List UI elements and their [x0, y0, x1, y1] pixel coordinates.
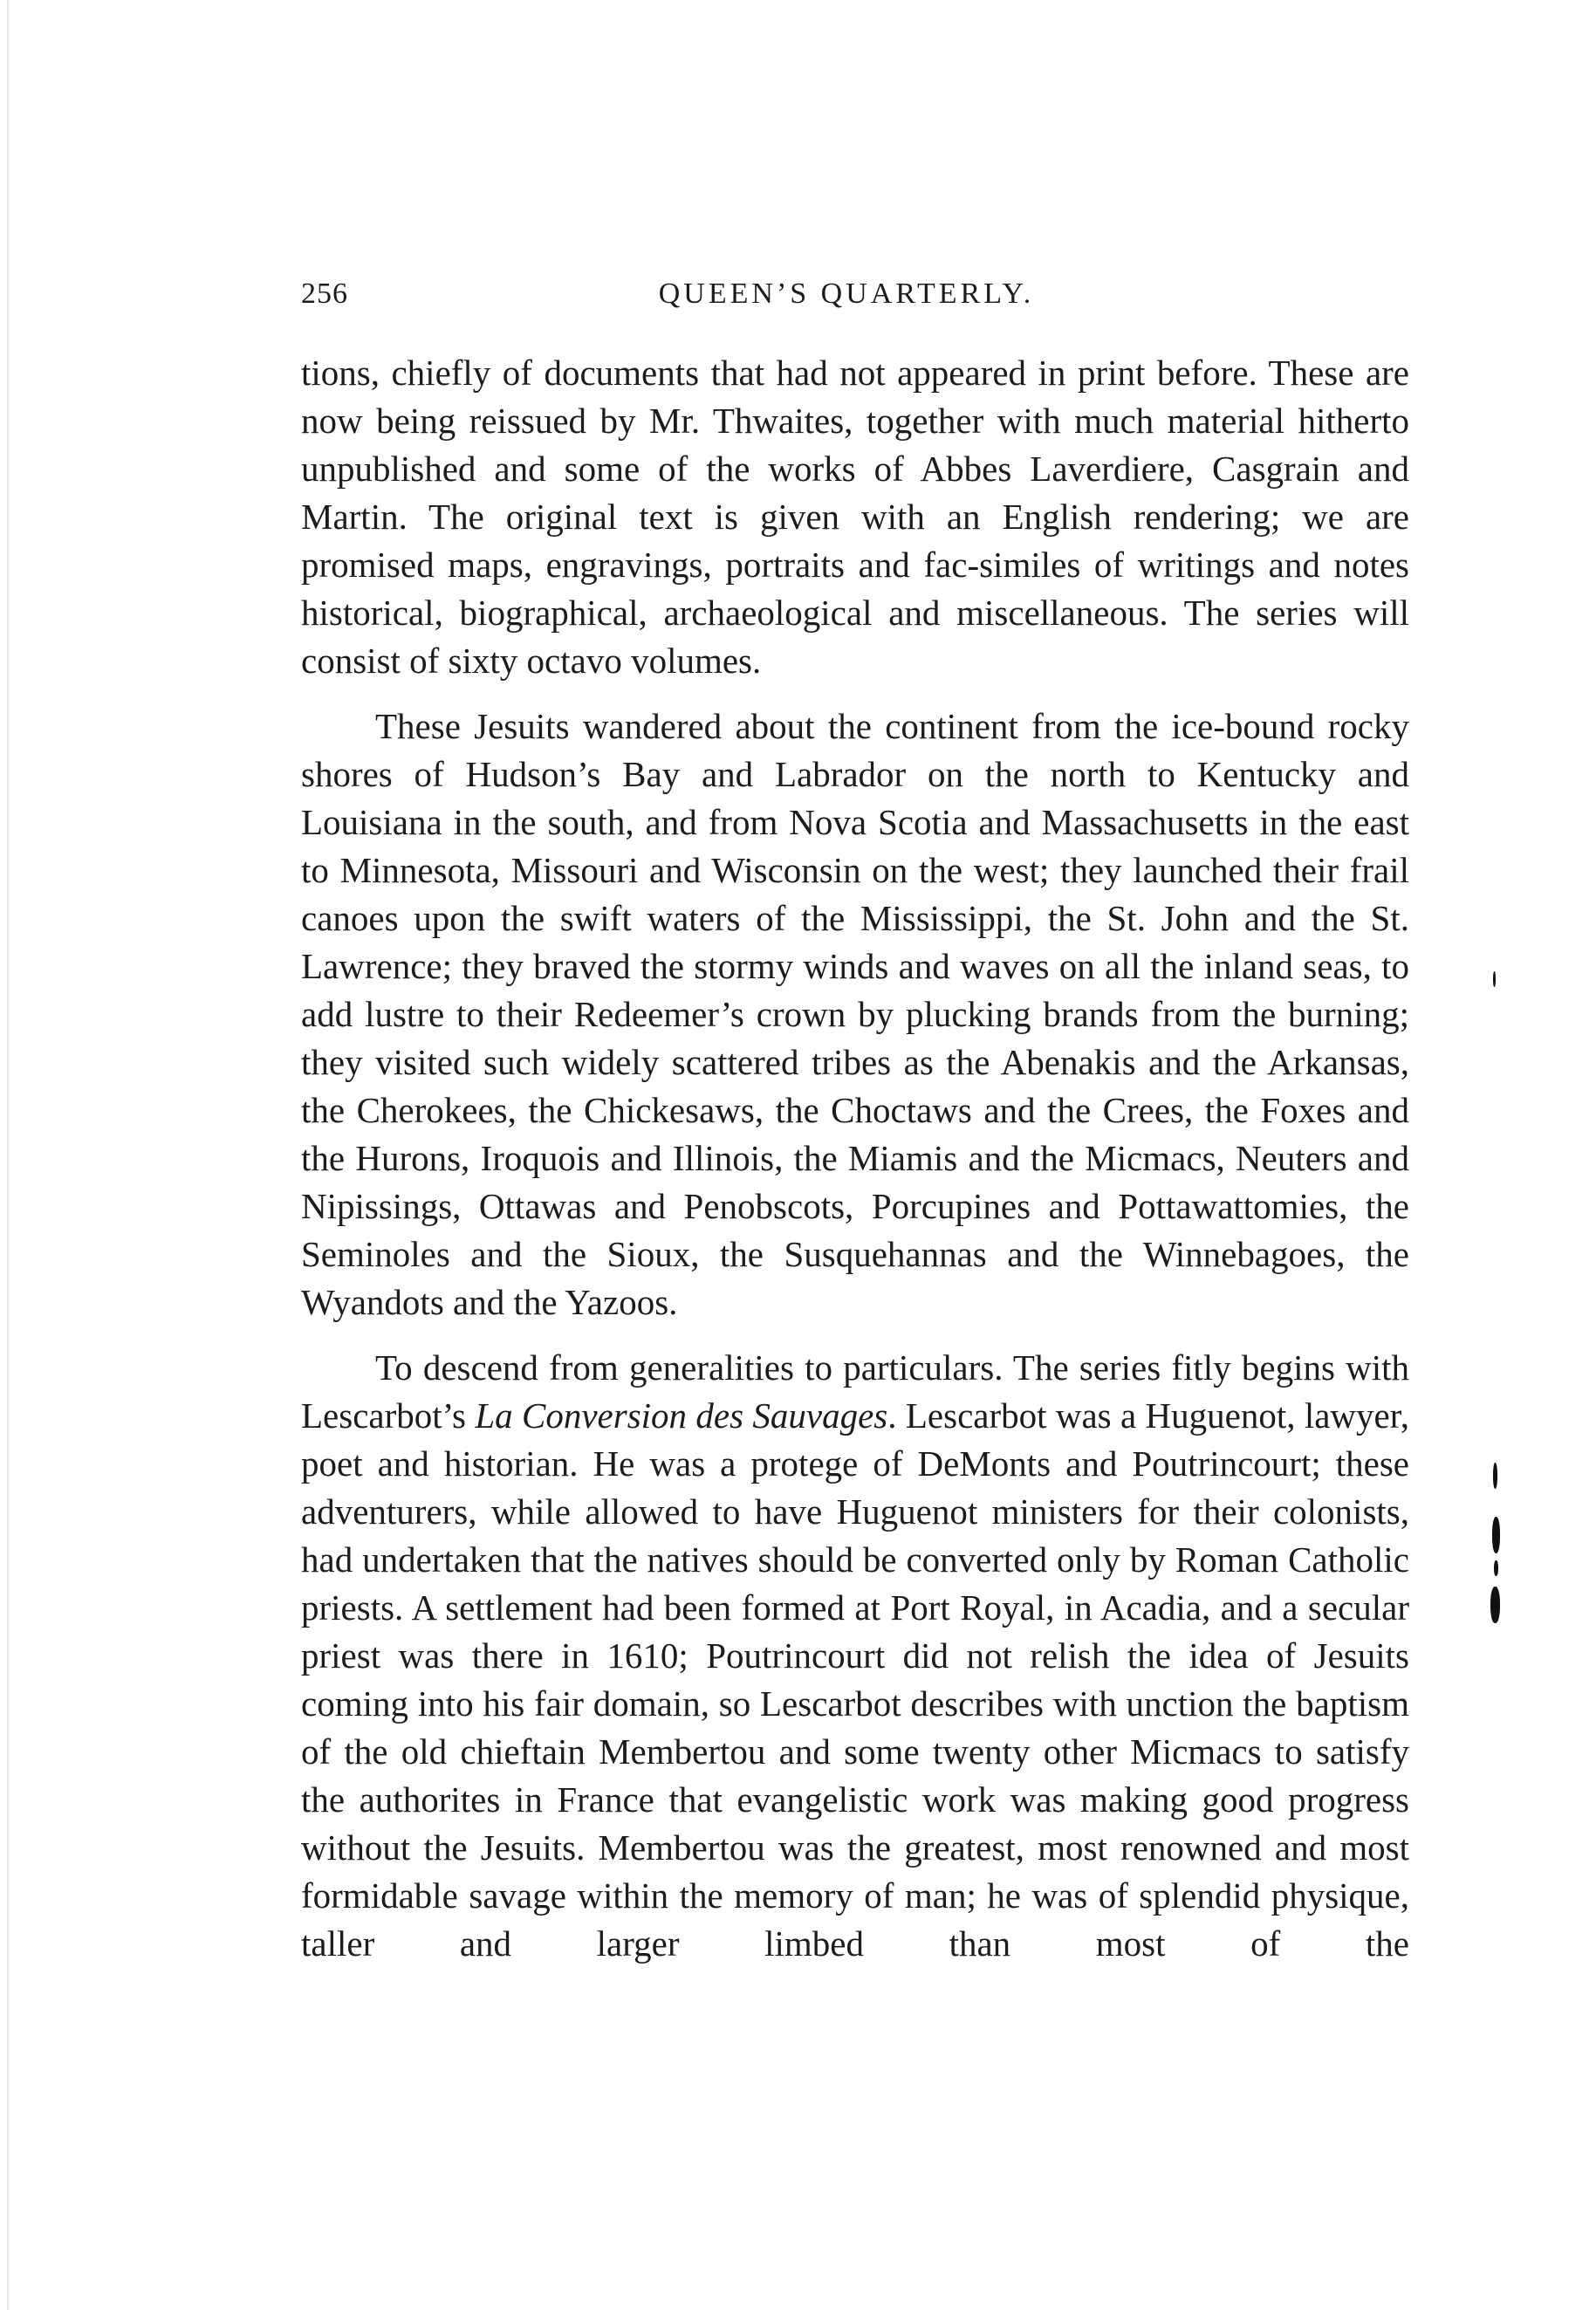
- page-header: [301, 278, 1392, 321]
- page-number: 256: [301, 278, 348, 310]
- margin-mark: [1494, 1560, 1498, 1576]
- paragraph-continuation: tions, chiefly of documents that had not appeared in print before. These are now being reissued by Mr. Thwaites, together with much material hitherto unpublished and some of the works of Abbes Laverdiere, Casgrain and Martin. The original text is given with an English rendering; we are promised maps, engravings, portraits and fac-similes of writings and notes historical, biographical, archaeological and miscellaneous. The series will consist of sixty octavo volumes.: [301, 353, 1409, 681]
- margin-mark: [1492, 1517, 1500, 1553]
- margin-mark: [1493, 971, 1496, 987]
- running-head: QUEEN’S QUARTERLY.: [658, 278, 1035, 310]
- margin-mark: [1493, 1463, 1497, 1489]
- paragraph-lescarbot-text-after: . Lescarbot was a Huguenot, lawyer, poet and historian. He was a protege of DeMonts and Poutrincourt; these adventurers, while allowed to have Huguenot ministers for their colonists, had undertaken that the natives should be converted only by Roman Catholic priests. A settlement had been formed at Port Royal, in Acadia, and a secular priest was there in 1610; Poutrincourt did not relish the idea of Jesuits coming into his fair domain, so Lescarbot describes with unction the baptism of the old chieftain Membertou and some twenty other Micmacs to satisfy the authorites in France that evangelistic work was making good progress without the Jesuits. Membertou was the greatest, most renowned and most formidable savage within the memory of man; he was of splendid physique, taller and larger limbed than most of the: [301, 1395, 1409, 1964]
- paragraph-lescarbot-text-before: To descend from generalities to particulars. The series fitly begins with Lescarbot’s: [301, 1347, 1409, 1436]
- article-text: [301, 349, 1409, 1985]
- margin-mark: [1490, 1587, 1500, 1623]
- paragraph-jesuit-travels: These Jesuits wandered about the continent from the ice-bound rocky shores of Hudson’s Bay and Labrador on the north to Kentucky and Louisiana in the south, and from Nova Scotia and Massachusetts in the east to Minnesota, Missouri and Wisconsin on the west; they launched their frail canoes upon the swift waters of the Mississippi, the St. John and the St. Lawrence; they braved the stormy winds and waves on all the inland seas, to add lustre to their Redeemer’s crown by plucking brands from the burning; they visited such widely scattered tribes as the Abenakis and the Arkansas, the Cherokees, the Chickesaws, the Choctaws and the Crees, the Foxes and the Hurons, Iroquois and Illinois, the Miamis and the Micmacs, Neuters and Nipissings, Ottawas and Penobscots, Porcupines and Pottawattomies, the Seminoles and the Sioux, the Susquehannas and the Winnebagoes, the Wyandots and the Yazoos.: [301, 706, 1409, 1322]
- paragraph-lescarbot: [301, 1344, 1409, 1968]
- book-title-italic: La Conversion des Sauvages: [475, 1395, 888, 1436]
- scan-edge-shadow: [7, 0, 9, 2310]
